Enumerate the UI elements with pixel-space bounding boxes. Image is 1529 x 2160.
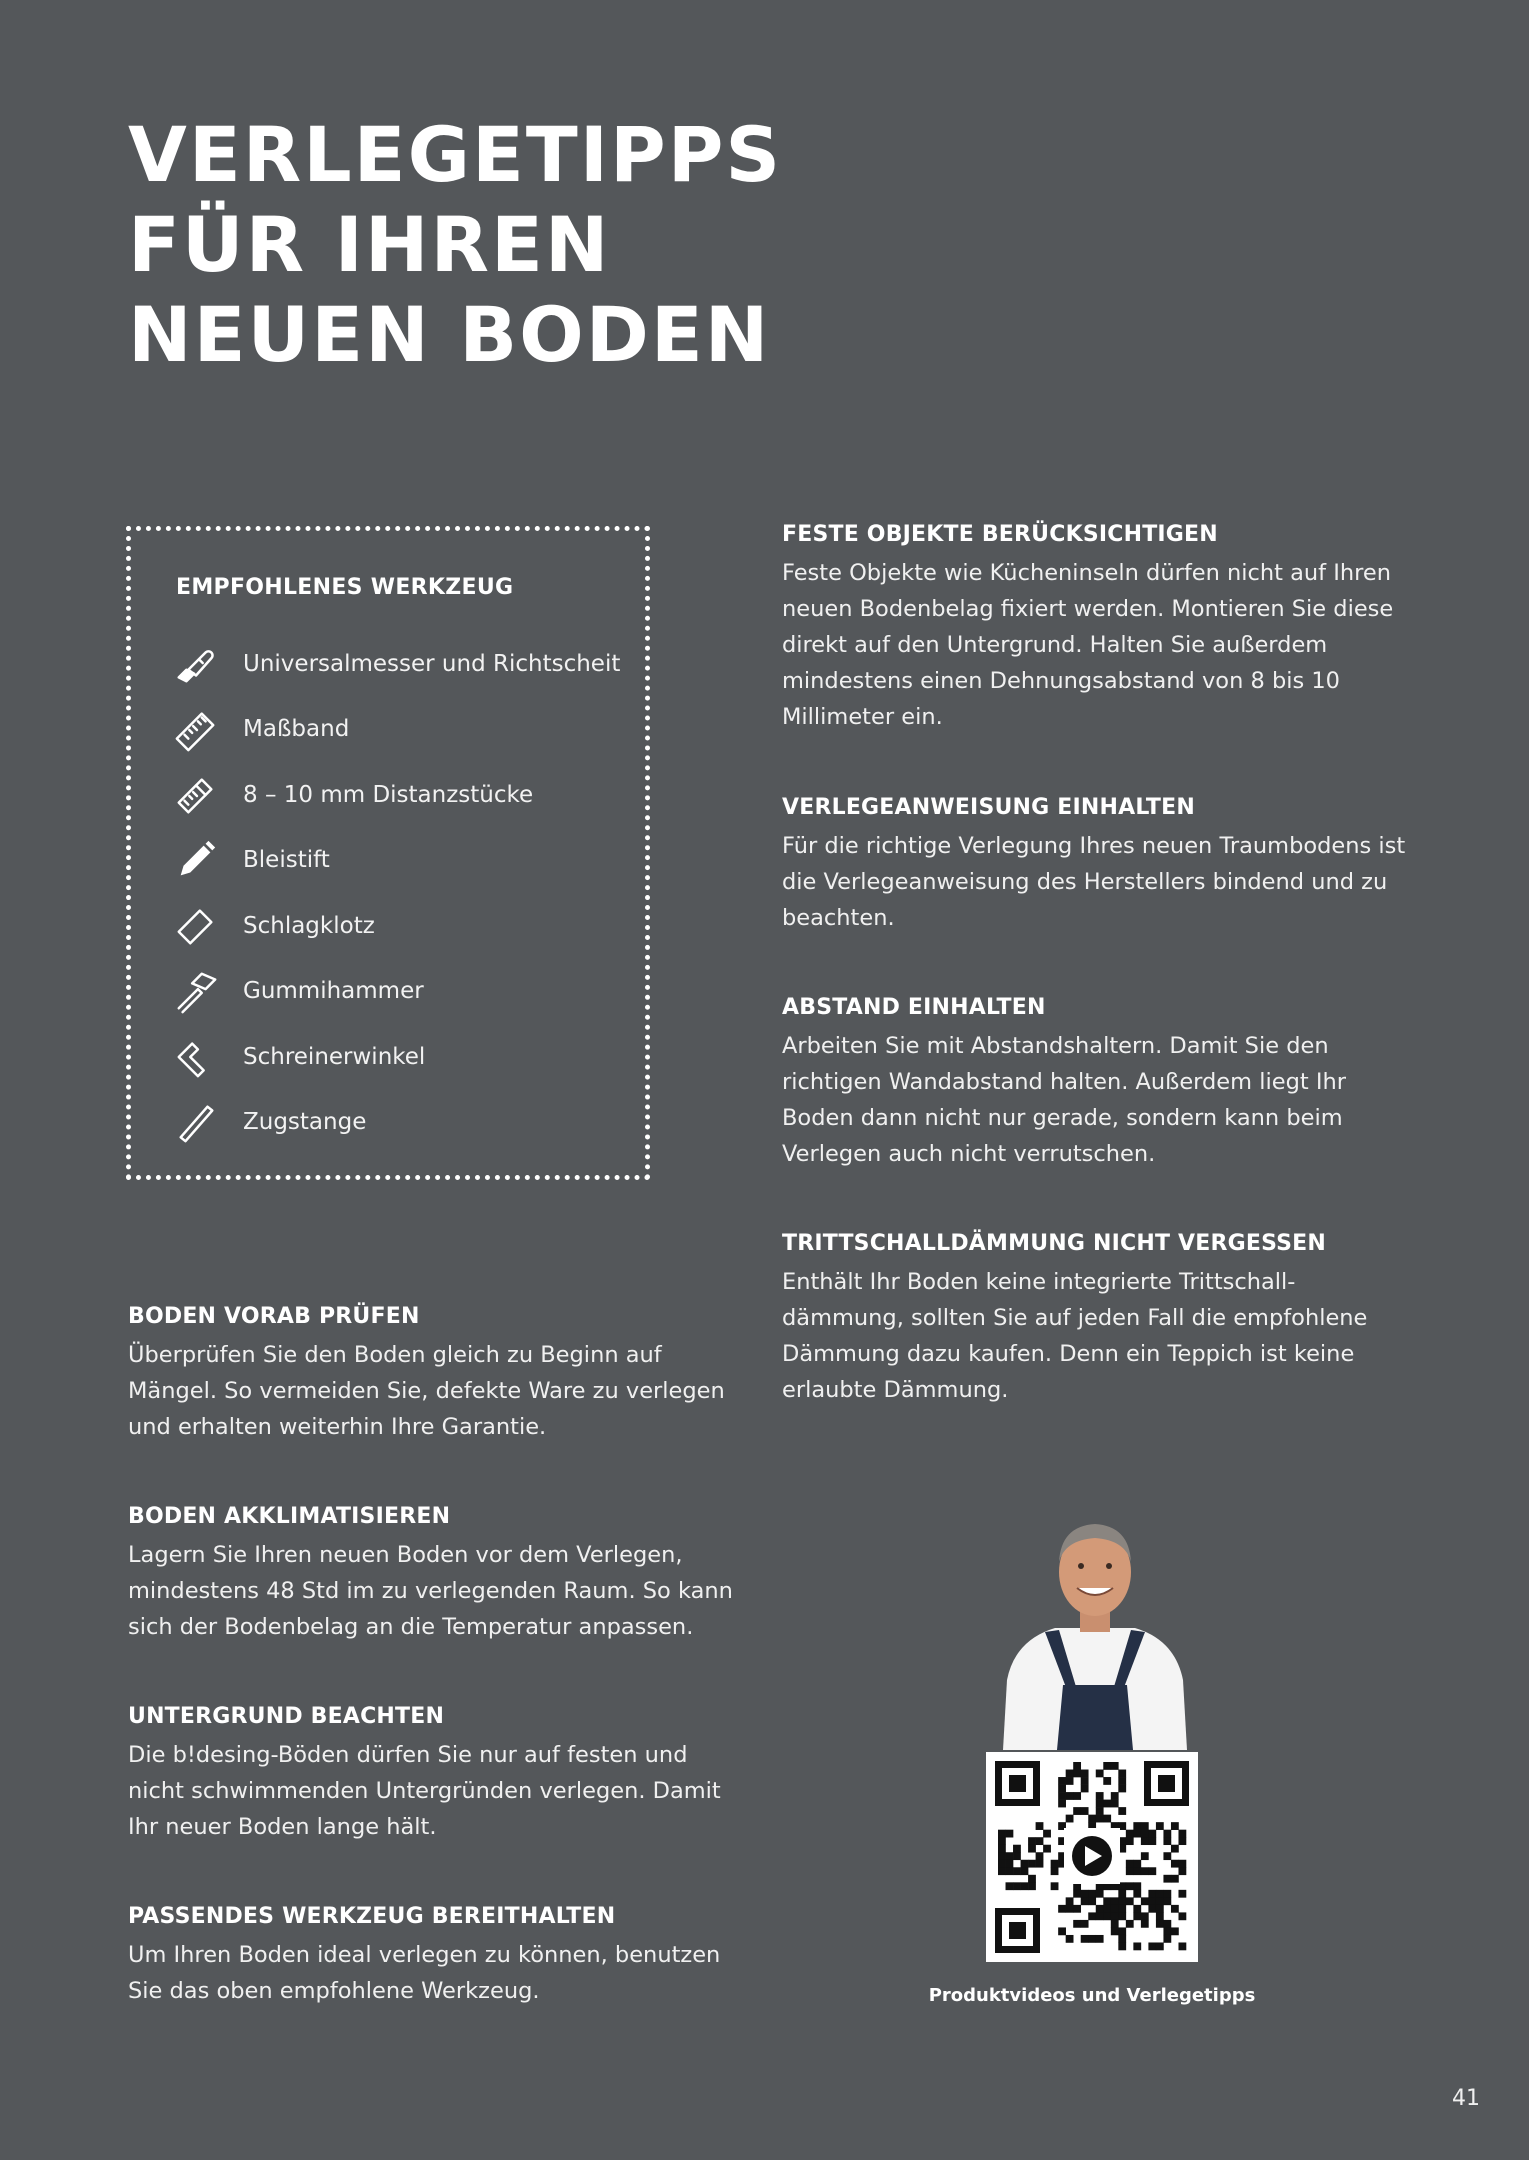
- qr-module: [1126, 1837, 1134, 1845]
- qr-module: [1141, 1912, 1149, 1920]
- qr-module: [1118, 1897, 1126, 1905]
- qr-module: [1111, 1927, 1119, 1935]
- qr-module: [1103, 1897, 1111, 1905]
- qr-caption: Produktvideos und Verlegetipps: [928, 1985, 1256, 2006]
- qr-module: [1141, 1830, 1149, 1838]
- section-body: Für die richtige Verlegung Ihres neuen Traumbodens ist die Verlegeanweisung des Herstellers bindend und zu beachten.: [782, 833, 1406, 931]
- qr-module: [1156, 1912, 1164, 1920]
- section-heading: TRITTSCHALLDÄMMUNG NICHT VERGESSEN: [782, 1231, 1327, 1256]
- qr-module: [1171, 1905, 1179, 1913]
- section-heading: UNTERGRUND BEACHTEN: [128, 1704, 445, 1729]
- qr-module: [1171, 1822, 1179, 1830]
- qr-module: [1081, 1935, 1089, 1943]
- qr-module: [1178, 1890, 1186, 1898]
- qr-module: [1081, 1807, 1089, 1815]
- section-boden-vorab-pruefen: [128, 1304, 748, 1445]
- qr-module: [1126, 1882, 1134, 1890]
- qr-module: [1126, 1897, 1134, 1905]
- tool-label: Gummihammer: [243, 978, 424, 1005]
- qr-module: [1028, 1837, 1036, 1845]
- qr-module: [1096, 1770, 1104, 1778]
- qr-module: [1171, 1927, 1179, 1935]
- qr-module: [1118, 1777, 1126, 1785]
- qr-module: [1066, 1935, 1074, 1943]
- qr-module: [1103, 1777, 1111, 1785]
- qr-module: [1013, 1845, 1021, 1853]
- qr-module: [1081, 1777, 1089, 1785]
- qr-module: [1096, 1815, 1104, 1823]
- section-heading: FESTE OBJEKTE BERÜCKSICHTIGEN: [782, 522, 1218, 547]
- qr-module: [1178, 1830, 1186, 1838]
- qr-module: [1081, 1785, 1089, 1793]
- qr-module: [1148, 1942, 1156, 1950]
- qr-module: [1096, 1807, 1104, 1815]
- qr-module: [1156, 1920, 1164, 1928]
- tool-item: [171, 893, 620, 959]
- qr-module: [1073, 1792, 1081, 1800]
- qr-module: [1118, 1770, 1126, 1778]
- section-trittschalldaemmung: [782, 1231, 1412, 1408]
- qr-module: [1021, 1882, 1029, 1890]
- qr-module: [1118, 1942, 1126, 1950]
- qr-module: [1103, 1800, 1111, 1808]
- section-body: Überprüfen Sie den Boden gleich zu Beginn auf Mängel. So vermeiden Sie, defekte Ware zu verlegen und erhalten weiterhin Ihre Garantie.: [128, 1342, 725, 1440]
- qr-module: [1028, 1845, 1036, 1853]
- qr-module: [1118, 1807, 1126, 1815]
- spacer-icon: [171, 770, 221, 820]
- qr-module: [1133, 1860, 1141, 1868]
- qr-module: [1006, 1852, 1014, 1860]
- qr-module: [1028, 1882, 1036, 1890]
- qr-module: [998, 1830, 1006, 1838]
- qr-module: [1073, 1807, 1081, 1815]
- qr-module: [1103, 1912, 1111, 1920]
- qr-module: [1163, 1935, 1171, 1943]
- qr-module: [1126, 1830, 1134, 1838]
- qr-module: [1111, 1800, 1119, 1808]
- tool-item: [171, 959, 620, 1025]
- qr-module: [1178, 1837, 1186, 1845]
- qr-module: [1156, 1897, 1164, 1905]
- qr-module: [1013, 1852, 1021, 1860]
- qr-module: [1148, 1890, 1156, 1898]
- qr-module: [1133, 1890, 1141, 1898]
- qr-module: [1073, 1920, 1081, 1928]
- qr-module: [1118, 1890, 1126, 1898]
- qr-module: [1163, 1920, 1171, 1928]
- qr-module: [1171, 1845, 1179, 1853]
- qr-module: [1163, 1897, 1171, 1905]
- qr-module: [1156, 1822, 1164, 1830]
- recommended-tools-box: [126, 526, 650, 1180]
- qr-module: [1036, 1852, 1044, 1860]
- qr-module: [1148, 1897, 1156, 1905]
- qr-module: [1148, 1867, 1156, 1875]
- qr-module: [1073, 1905, 1081, 1913]
- qr-module: [1141, 1867, 1149, 1875]
- section-heading: ABSTAND EINHALTEN: [782, 995, 1046, 1020]
- tool-item: [171, 697, 620, 763]
- qr-module: [1111, 1792, 1119, 1800]
- qr-module: [1021, 1867, 1029, 1875]
- section-passendes-werkzeug: [128, 1904, 748, 2009]
- qr-module: [1081, 1890, 1089, 1898]
- qr-module: [1141, 1837, 1149, 1845]
- page-title: VERLEGETIPPS FÜR IHREN NEUEN BODEN: [128, 110, 783, 379]
- qr-module: [1118, 1912, 1126, 1920]
- tool-label: Maßband: [243, 716, 350, 743]
- qr-module: [1111, 1912, 1119, 1920]
- play-icon[interactable]: [1072, 1836, 1112, 1876]
- tool-item: [171, 631, 620, 697]
- qr-module: [1058, 1905, 1066, 1913]
- qr-module: [1096, 1935, 1104, 1943]
- tool-label: Bleistift: [243, 847, 330, 874]
- qr-module: [998, 1852, 1006, 1860]
- qr-module: [1051, 1882, 1059, 1890]
- qr-module: [1163, 1837, 1171, 1845]
- qr-module: [1118, 1927, 1126, 1935]
- qr-module: [1133, 1822, 1141, 1830]
- tool-label: 8 – 10 mm Distanzstücke: [243, 781, 534, 808]
- qr-module: [1066, 1905, 1074, 1913]
- section-body: Um Ihren Boden ideal verlegen zu können, benutzen Sie das oben empfohlene Werkzeug.: [128, 1942, 721, 2004]
- qr-module: [1148, 1905, 1156, 1913]
- qr-module: [998, 1845, 1006, 1853]
- section-heading: PASSENDES WERKZEUG BEREITHALTEN: [128, 1904, 616, 1929]
- tool-item: [171, 828, 620, 894]
- qr-module: [1096, 1890, 1104, 1898]
- qr-module: [1058, 1777, 1066, 1785]
- qr-module: [1096, 1792, 1104, 1800]
- qr-module: [1156, 1942, 1164, 1950]
- qr-module: [1133, 1942, 1141, 1950]
- pencil-icon: [171, 835, 221, 885]
- rubber-mallet-icon: [171, 966, 221, 1016]
- qr-module: [1126, 1860, 1134, 1868]
- qr-module: [1148, 1830, 1156, 1838]
- qr-module: [1081, 1897, 1089, 1905]
- section-verlegeanweisung: [782, 795, 1412, 936]
- qr-module: [1088, 1935, 1096, 1943]
- qr-module: [1073, 1762, 1081, 1770]
- qr-module: [1081, 1920, 1089, 1928]
- section-body: Enthält Ihr Boden keine integrierte Trittschall-dämmung, sollten Sie auf jeden Fall die empfohlene Dämmung dazu kaufen. Denn ein Teppich ist keine erlaubte Dämmung.: [782, 1269, 1368, 1403]
- qr-module: [1148, 1837, 1156, 1845]
- qr-module: [1028, 1875, 1036, 1883]
- qr-module: [1133, 1867, 1141, 1875]
- section-untergrund-beachten: [128, 1704, 748, 1845]
- qr-module: [1126, 1867, 1134, 1875]
- qr-module: [1051, 1867, 1059, 1875]
- qr-module: [1126, 1920, 1134, 1928]
- qr-code[interactable]: [986, 1752, 1198, 1962]
- section-body: Lagern Sie Ihren neuen Boden vor dem Verlegen, mindestens 48 Std im zu verlegenden Raum. So kann sich der Bodenbelag an die Temperatur anpassen.: [128, 1542, 733, 1640]
- qr-module: [1163, 1890, 1171, 1898]
- qr-module: [1006, 1860, 1014, 1868]
- tool-label: Zugstange: [243, 1109, 367, 1136]
- tool-label: Schreinerwinkel: [243, 1043, 426, 1070]
- qr-module: [1111, 1905, 1119, 1913]
- qr-module: [1141, 1897, 1149, 1905]
- qr-module: [1043, 1830, 1051, 1838]
- qr-module: [1171, 1875, 1179, 1883]
- tools-heading: EMPFOHLENES WERKZEUG: [176, 575, 514, 600]
- qr-module: [1058, 1792, 1066, 1800]
- section-body: Die b!desing-Böden dürfen Sie nur auf festen und nicht schwimmenden Untergründen verlegen. Damit Ihr neuer Boden lange hält.: [128, 1742, 721, 1840]
- qr-module: [1036, 1822, 1044, 1830]
- pull-bar-icon: [171, 1097, 221, 1147]
- qr-module: [1096, 1905, 1104, 1913]
- qr-module: [1163, 1927, 1171, 1935]
- qr-module: [1073, 1890, 1081, 1898]
- qr-module: [998, 1860, 1006, 1868]
- tool-label: Schlagklotz: [243, 912, 375, 939]
- qr-module: [1141, 1822, 1149, 1830]
- qr-module: [1096, 1800, 1104, 1808]
- qr-module: [1088, 1897, 1096, 1905]
- section-heading: BODEN VORAB PRÜFEN: [128, 1304, 420, 1329]
- qr-module: [1118, 1905, 1126, 1913]
- tool-label: Universalmesser und Richtscheit: [243, 650, 621, 677]
- qr-module: [1178, 1867, 1186, 1875]
- section-feste-objekte: [782, 522, 1412, 735]
- tapping-block-icon: [171, 901, 221, 951]
- qr-module: [1103, 1762, 1111, 1770]
- qr-module: [1111, 1762, 1119, 1770]
- qr-module: [1171, 1860, 1179, 1868]
- section-heading: VERLEGEANWEISUNG EINHALTEN: [782, 795, 1195, 820]
- qr-module: [1118, 1785, 1126, 1793]
- tool-list: [171, 631, 620, 1155]
- qr-module: [1081, 1770, 1089, 1778]
- qr-module: [1088, 1890, 1096, 1898]
- tool-item: [171, 1090, 620, 1156]
- qr-module: [1156, 1890, 1164, 1898]
- qr-module: [1013, 1867, 1021, 1875]
- carpenter-square-icon: [171, 1032, 221, 1082]
- qr-module: [1141, 1852, 1149, 1860]
- qr-module: [1103, 1905, 1111, 1913]
- utility-knife-icon: [171, 639, 221, 689]
- qr-module: [1066, 1792, 1074, 1800]
- qr-module: [1058, 1800, 1066, 1808]
- tape-measure-icon: [171, 704, 221, 754]
- section-body: Arbeiten Sie mit Abstandshaltern. Damit Sie den richtigen Wandabstand halten. Außerdem liegt Ihr Boden dann nicht nur gerade, sondern kann beim Verlegen auch nicht verrutschen.: [782, 1033, 1346, 1167]
- qr-module: [1066, 1897, 1074, 1905]
- page-number: 41: [1452, 2086, 1480, 2111]
- qr-module: [998, 1837, 1006, 1845]
- qr-module: [1066, 1815, 1074, 1823]
- qr-module: [1088, 1815, 1096, 1823]
- qr-module: [1141, 1920, 1149, 1928]
- qr-module: [1111, 1920, 1119, 1928]
- qr-module: [1111, 1897, 1119, 1905]
- qr-module: [1058, 1927, 1066, 1935]
- qr-module: [1103, 1815, 1111, 1823]
- qr-module: [1133, 1882, 1141, 1890]
- qr-module: [1021, 1860, 1029, 1868]
- qr-module: [1028, 1860, 1036, 1868]
- section-abstand-einhalten: [782, 995, 1412, 1172]
- qr-module: [1178, 1860, 1186, 1868]
- qr-module: [998, 1867, 1006, 1875]
- qr-module: [1006, 1867, 1014, 1875]
- qr-module: [1051, 1860, 1059, 1868]
- qr-module: [1096, 1912, 1104, 1920]
- qr-module: [1036, 1837, 1044, 1845]
- tool-item: [171, 1024, 620, 1090]
- section-boden-akklimatisieren: [128, 1504, 748, 1645]
- qr-module: [1178, 1912, 1186, 1920]
- qr-module: [1058, 1785, 1066, 1793]
- qr-module: [1133, 1830, 1141, 1838]
- qr-module: [1133, 1912, 1141, 1920]
- qr-module: [1133, 1905, 1141, 1913]
- section-heading: BODEN AKKLIMATISIEREN: [128, 1504, 451, 1529]
- qr-module: [1163, 1830, 1171, 1838]
- qr-module: [1073, 1770, 1081, 1778]
- section-body: Feste Objekte wie Kücheninseln dürfen nicht auf Ihren neuen Bodenbelag fixiert werden. Montieren Sie diese direkt auf den Untergrund. Halten Sie außerdem mindestens einen Dehnungsabstand von 8 bis 10 Millimeter ein.: [782, 560, 1394, 730]
- qr-module: [1013, 1882, 1021, 1890]
- qr-module: [1043, 1845, 1051, 1853]
- qr-module: [1088, 1912, 1096, 1920]
- qr-module: [1006, 1830, 1014, 1838]
- qr-module: [1118, 1935, 1126, 1943]
- qr-module: [1163, 1875, 1171, 1883]
- qr-module: [1006, 1882, 1014, 1890]
- qr-module: [1066, 1770, 1074, 1778]
- qr-module: [1066, 1777, 1074, 1785]
- qr-module: [1178, 1942, 1186, 1950]
- qr-module: [1163, 1852, 1171, 1860]
- qr-module: [1156, 1905, 1164, 1913]
- tool-item: [171, 762, 620, 828]
- craftsman-photo: [985, 1510, 1205, 1750]
- qr-module: [1036, 1860, 1044, 1868]
